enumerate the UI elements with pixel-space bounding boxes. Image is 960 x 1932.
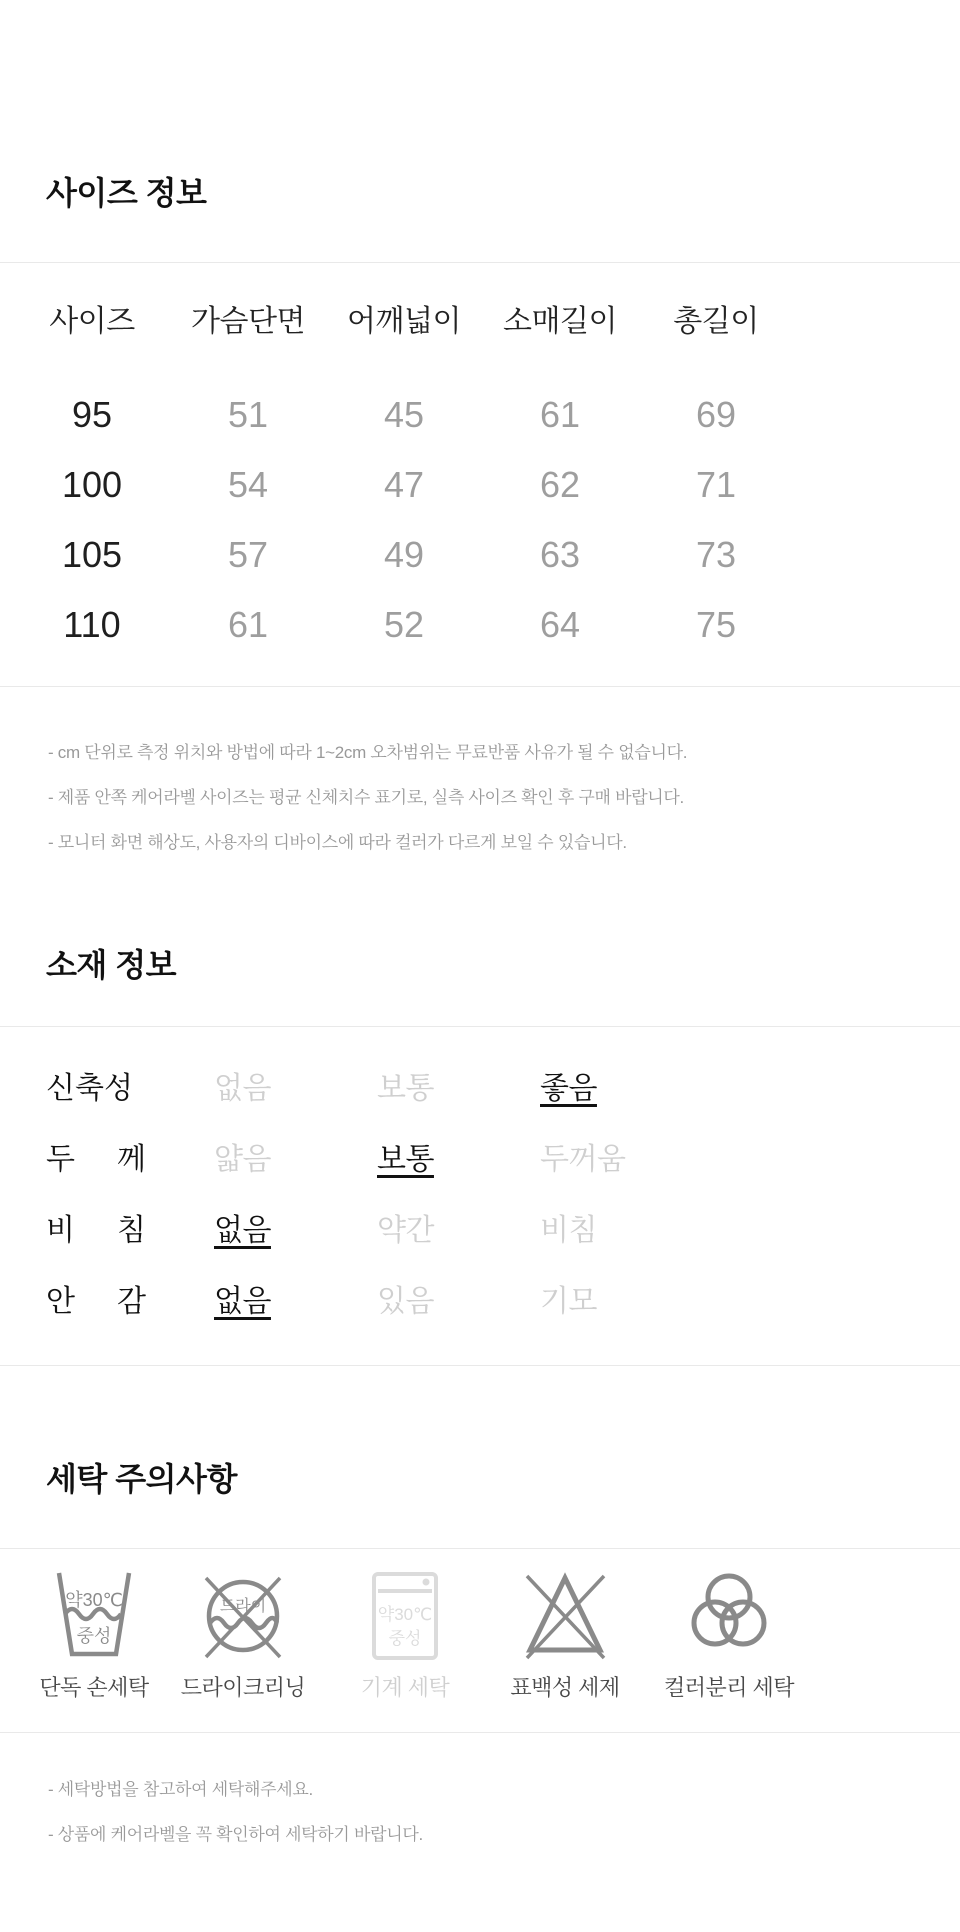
value-cell: 62: [539, 464, 581, 505]
value-cell: 61: [539, 394, 581, 435]
wash-notes: [48, 1767, 423, 1857]
handwash-basin-icon: [46, 1566, 142, 1662]
material-label: 신축성: [46, 1072, 133, 1105]
material-row-thickness: [46, 1124, 914, 1195]
no-dryclean-icon: [195, 1566, 291, 1662]
size-section-title: 사이즈 정보: [46, 175, 207, 211]
value-cell: 45: [383, 394, 425, 435]
material-option: 두꺼움: [540, 1143, 626, 1176]
svg-text:중성: 중성: [76, 1626, 112, 1646]
size-cell: 95: [71, 394, 113, 435]
material-label: 안 감: [46, 1285, 146, 1318]
material-row-elasticity: [46, 1053, 914, 1124]
table-row: [14, 380, 946, 450]
material-option: 있음: [377, 1285, 434, 1318]
material-option-selected: 없음: [214, 1214, 271, 1247]
material-option-selected: 보통: [377, 1143, 434, 1176]
size-cell: 100: [61, 464, 123, 505]
table-row: [14, 520, 946, 590]
value-cell: 64: [539, 604, 581, 645]
machine-wash-icon: [357, 1566, 453, 1662]
size-table-header-row: [14, 300, 946, 344]
size-cell: 105: [61, 534, 123, 575]
svg-text:약30℃: 약30℃: [377, 1605, 433, 1624]
material-option-selected: 좋음: [540, 1072, 597, 1105]
divider: [0, 262, 960, 263]
material-option-selected: 없음: [214, 1285, 271, 1318]
note-line: - 제품 안쪽 케어라벨 사이즈는 평균 신체치수 표기로, 실측 사이즈 확인 후 구매 바랍니다.: [48, 788, 684, 807]
material-option: 보통: [377, 1072, 434, 1105]
value-cell: 47: [383, 464, 425, 505]
no-bleach-icon: [517, 1566, 613, 1662]
material-option: 기모: [540, 1285, 597, 1318]
divider: [0, 1548, 960, 1549]
size-table-header-sleeve: 소매길이: [503, 305, 617, 338]
note-line: - 상품에 케어라벨을 꼭 확인하여 세탁하기 바랍니다.: [48, 1825, 423, 1844]
value-cell: 69: [695, 394, 737, 435]
size-table-header-size: 사이즈: [49, 305, 135, 338]
material-row-sheerness: [46, 1195, 914, 1266]
value-cell: 49: [383, 534, 425, 575]
value-cell: 54: [227, 464, 269, 505]
value-cell: 63: [539, 534, 581, 575]
value-cell: 51: [227, 394, 269, 435]
divider: [0, 1732, 960, 1733]
value-cell: 61: [227, 604, 269, 645]
divider: [0, 1026, 960, 1027]
table-row: [14, 590, 946, 660]
material-option: 비침: [540, 1214, 597, 1247]
wash-item-color-separation: [634, 1566, 824, 1702]
note-line: - cm 단위로 측정 위치와 방법에 따라 1~2cm 오차범위는 무료반품 사유가 될 수 없습니다.: [48, 743, 688, 762]
size-table: [14, 300, 946, 660]
divider: [0, 1365, 960, 1366]
table-row: [14, 450, 946, 520]
wash-section-title: 세탁 주의사항: [46, 1461, 237, 1497]
size-notes: [48, 730, 687, 865]
svg-text:중성: 중성: [388, 1629, 422, 1648]
material-option: 없음: [214, 1072, 271, 1105]
material-label: 두 께: [46, 1143, 146, 1176]
size-table-header-length: 총길이: [673, 305, 759, 338]
wash-item-label: 드라이크리닝: [180, 1675, 306, 1700]
wash-item-label: 표백성 세제: [510, 1675, 620, 1700]
svg-text:드라이: 드라이: [219, 1598, 267, 1615]
value-cell: 57: [227, 534, 269, 575]
wash-item-label: 단독 손세탁: [39, 1675, 149, 1700]
note-line: - 모니터 화면 해상도, 사용자의 디바이스에 따라 컬러가 다르게 보일 수 있습니다.: [48, 833, 627, 852]
material-option: 얇음: [214, 1143, 271, 1176]
value-cell: 52: [383, 604, 425, 645]
wash-item-no-bleach: [470, 1566, 660, 1702]
color-separation-icon: [681, 1566, 777, 1662]
size-cell: 110: [63, 604, 121, 645]
material-section-title: 소재 정보: [46, 947, 177, 983]
value-cell: 71: [695, 464, 737, 505]
value-cell: 75: [695, 604, 737, 645]
wash-item-label: 컬러분리 세탁: [663, 1675, 795, 1700]
material-table: [46, 1053, 914, 1337]
material-row-lining: [46, 1266, 914, 1337]
size-table-header-shoulder: 어깨넓이: [347, 305, 461, 338]
size-table-header-chest: 가슴단면: [191, 305, 305, 338]
material-label: 비 침: [46, 1214, 146, 1247]
divider: [0, 686, 960, 687]
note-line: - 세탁방법을 참고하여 세탁해주세요.: [48, 1780, 313, 1799]
value-cell: 73: [695, 534, 737, 575]
wash-item-label: 기계 세탁: [360, 1675, 450, 1700]
material-option: 약간: [377, 1214, 434, 1247]
svg-text:약30℃: 약30℃: [65, 1590, 123, 1610]
size-table-body: [14, 380, 946, 660]
